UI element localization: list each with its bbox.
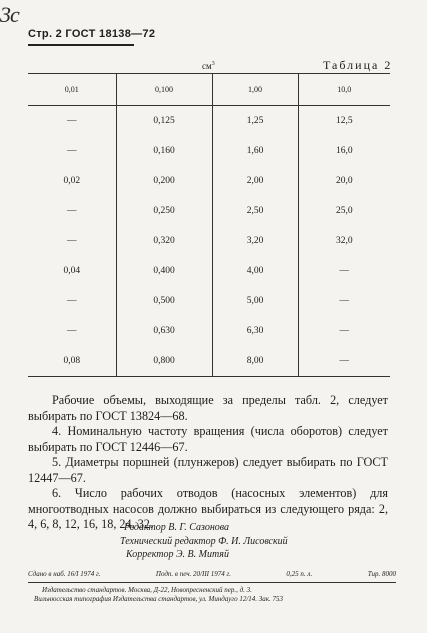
- table-cell: 1,25: [212, 106, 298, 137]
- volumes-table: [28, 73, 390, 377]
- unit-label: [202, 61, 215, 71]
- table-row: [28, 106, 390, 137]
- table-cell: 25,0: [298, 196, 390, 226]
- table-cell: —: [67, 326, 77, 336]
- technical-editor-credit: Технический редактор Ф. И. Лисовский: [120, 535, 288, 547]
- table-cell: 0,800: [116, 346, 212, 377]
- imprint-item: Тир. 8000: [367, 570, 396, 578]
- paragraph-text: Рабочие объемы, выходящие за пределы табл. 2, следует выбирать по ГОСТ 13824—68.: [28, 393, 388, 423]
- table-header-cell: 0,01: [28, 74, 116, 106]
- proofreader-credit: Корректор Э. В. Митяй: [126, 549, 229, 560]
- table-cell: 0,400: [116, 256, 212, 286]
- printer-line: Вильнюсская типография Издательства стандартов, ул. Миндауго 12/14. Зак. 753: [34, 595, 284, 603]
- imprint-item: Подп. в печ. 20/III 1974 г.: [155, 570, 231, 578]
- table-cell: 1,60: [212, 136, 298, 166]
- table-caption: Таблица 2: [323, 58, 393, 72]
- table-cell: —: [67, 116, 77, 126]
- editorial-credits: [120, 521, 350, 562]
- table-cell: 8,00: [212, 346, 298, 377]
- table-cell: 2,50: [212, 196, 298, 226]
- table-row: [28, 196, 390, 226]
- unit-text: см: [202, 61, 212, 71]
- table-cell: 0,04: [63, 266, 81, 276]
- table-row: [28, 346, 390, 377]
- table-cell: 0,02: [63, 176, 81, 186]
- table-row: [28, 136, 390, 166]
- table-cell: 0,250: [116, 196, 212, 226]
- table-cell: —: [67, 236, 77, 246]
- paragraph-rotation-frequency: [28, 424, 388, 455]
- table-cell: 0,500: [116, 286, 212, 316]
- table-cell: 12,5: [298, 106, 390, 137]
- imprint-item: Сдано в наб. 16/I 1974 г.: [28, 570, 101, 578]
- table-cell: 2,00: [212, 166, 298, 196]
- paragraph-text: 5. Диаметры поршней (плунжеров) следует выбирать по ГОСТ 12447—67.: [28, 455, 388, 485]
- table-header-cell: 10,0: [298, 74, 390, 106]
- paragraph-working-volumes: [28, 393, 388, 424]
- table-row: [28, 256, 390, 286]
- header-rule: [28, 44, 134, 46]
- table-cell: 0,320: [116, 226, 212, 256]
- table-cell: —: [67, 206, 77, 216]
- print-imprint: [28, 570, 396, 604]
- table-row: [28, 286, 390, 316]
- table-cell: 0,125: [116, 106, 212, 137]
- table-cell: 0,200: [116, 166, 212, 196]
- imprint-details: [28, 570, 396, 583]
- table-header-row: [28, 74, 390, 106]
- table-cell: —: [67, 146, 77, 156]
- paragraph-text: 4. Номинальную частоту вращения (числа оборотов) следует выбирать по ГОСТ 12446—67.: [28, 424, 388, 454]
- table-cell: 16,0: [298, 136, 390, 166]
- table-cell: 20,0: [298, 166, 390, 196]
- handwritten-corner-mark: 3с: [0, 2, 19, 27]
- table-row: [28, 166, 390, 196]
- editor-credit: Редактор В. Г. Сазонова: [124, 522, 230, 533]
- paragraph-piston-diameters: [28, 455, 388, 486]
- paragraph-text: 6. Число рабочих отводов (насосных элементов) для многоотводных насосов должно выбираться из следующего ряда: 2, 4, 6, 8, 12, 16, 18, 24, 32.: [28, 486, 388, 531]
- table-header-cell: 0,100: [116, 74, 212, 106]
- table-row: [28, 226, 390, 256]
- table-cell: —: [298, 286, 390, 316]
- imprint-item: 0,25 п. л.: [286, 570, 313, 578]
- page-header: Стр. 2 ГОСТ 18138—72: [28, 28, 156, 40]
- table-cell: 32,0: [298, 226, 390, 256]
- table-cell: 4,00: [212, 256, 298, 286]
- publisher-line: Издательство стандартов. Москва, Д-22, Новопресненский пер., д. 3.: [42, 586, 252, 594]
- table-cell: 0,630: [116, 316, 212, 346]
- table-cell: —: [298, 316, 390, 346]
- table-cell: 6,30: [212, 316, 298, 346]
- table-cell: —: [298, 346, 390, 377]
- table-row: [28, 316, 390, 346]
- table-cell: 3,20: [212, 226, 298, 256]
- table-cell: —: [67, 296, 77, 306]
- table-cell: 5,00: [212, 286, 298, 316]
- table-header-cell: 1,00: [212, 74, 298, 106]
- table-cell: 0,160: [116, 136, 212, 166]
- table-cell: 0,08: [28, 346, 116, 377]
- unit-superscript: 3: [211, 61, 215, 67]
- table-cell: —: [298, 256, 390, 286]
